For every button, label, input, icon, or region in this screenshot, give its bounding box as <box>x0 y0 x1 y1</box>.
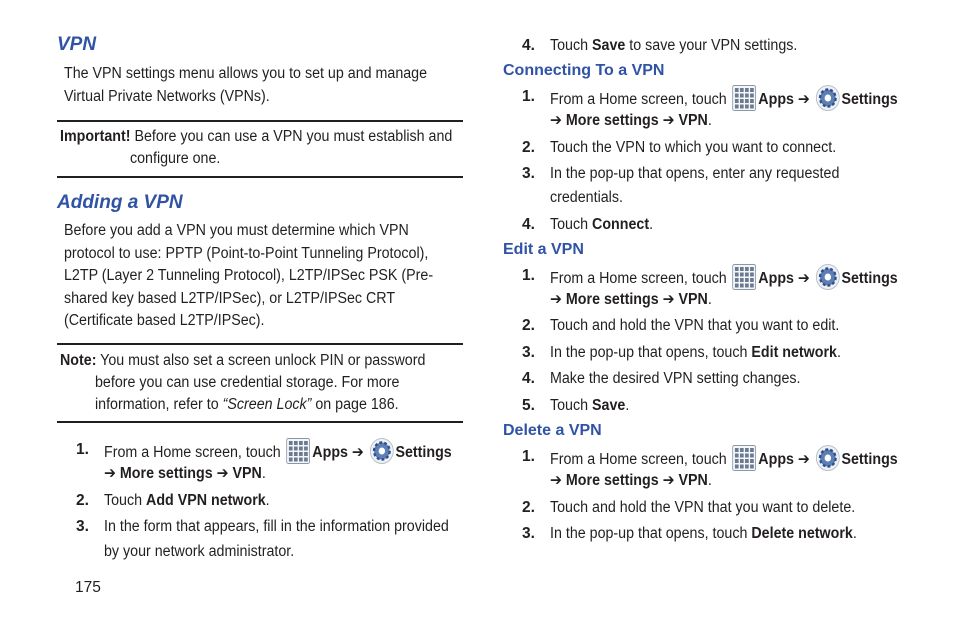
apps-label: Apps <box>758 451 794 468</box>
arrow-icon: ➔ <box>662 472 675 489</box>
step-number: 3. <box>522 525 535 542</box>
step-line: Touch Connect. <box>550 216 654 233</box>
save-label: Save <box>592 397 626 414</box>
step-text: Touch <box>550 37 589 54</box>
more-settings-label: More settings <box>565 112 659 129</box>
step-line: In the pop-up that opens, touch Edit network. <box>550 344 841 361</box>
step-text: From a Home screen, touch <box>550 91 727 108</box>
arrow-icon: ➔ <box>550 291 562 308</box>
step-text: Touch <box>550 397 589 414</box>
delete-vpn-heading: Delete a VPN <box>503 422 602 439</box>
step-line <box>550 85 898 112</box>
connecting-vpn-heading: Connecting To a VPN <box>503 62 665 79</box>
step-number: 2. <box>522 139 535 156</box>
adding-vpn-heading: Adding a VPN <box>57 192 183 213</box>
step-text: From a Home screen, touch <box>104 444 281 461</box>
step-text: Touch the VPN to which you want to connect. <box>550 139 837 156</box>
step-line: In the pop-up that opens, touch Delete network. <box>550 525 857 542</box>
adding-vpn-paragraph <box>64 220 469 333</box>
arrow-icon: ➔ <box>797 91 810 108</box>
step-number: 1. <box>522 267 535 284</box>
arrow-icon: ➔ <box>351 444 364 461</box>
vpn-heading: VPN <box>57 34 97 55</box>
step-text: to save your VPN settings. <box>629 37 798 54</box>
screen-lock-reference[interactable]: “Screen Lock” <box>222 396 312 413</box>
vpn-label: VPN <box>678 291 708 308</box>
arrow-icon: ➔ <box>797 270 810 287</box>
step-text: Make the desired VPN setting changes. <box>550 370 801 387</box>
settings-label: Settings <box>841 91 898 108</box>
step-text: In the pop-up that opens, touch <box>550 525 748 542</box>
step-line: ➔ More settings ➔ VPN. <box>104 465 266 482</box>
para-line: L2TP (Layer 2 Tunneling Protocol), L2TP/IPSec PSK (Pre- <box>64 267 434 284</box>
intro-line: The VPN settings menu allows you to set up and manage <box>64 65 428 82</box>
step-text: credentials. <box>550 189 623 206</box>
note-text: information, refer to <box>95 396 219 413</box>
para-line: (Certificate based L2TP/IPSec). <box>64 312 265 329</box>
settings-gear-icon <box>816 264 840 290</box>
step-text: In the pop-up that opens, touch <box>550 344 748 361</box>
step-text: by your network administrator. <box>104 543 295 560</box>
arrow-icon: ➔ <box>662 112 675 129</box>
step-number: 2. <box>522 317 535 334</box>
step-number: 4. <box>522 370 535 387</box>
note-text: on page 186. <box>315 396 399 413</box>
note-text: You must also set a screen unlock PIN or password <box>100 352 426 369</box>
step-line: ➔ More settings ➔ VPN. <box>550 291 712 308</box>
intro-line: Virtual Private Networks (VPNs). <box>64 87 270 105</box>
connect-label: Connect <box>592 216 650 233</box>
step-number: 2. <box>76 492 89 509</box>
important-label: Important! <box>60 128 131 145</box>
step-number: 3. <box>522 165 535 182</box>
step-line: Touch Add VPN network. <box>104 492 270 509</box>
apps-label: Apps <box>312 444 348 461</box>
save-label: Save <box>592 37 626 54</box>
step-line: Touch Save. <box>550 397 630 414</box>
vpn-label: VPN <box>678 472 708 489</box>
settings-label: Settings <box>841 451 898 468</box>
step-line <box>104 438 452 465</box>
apps-grid-icon <box>733 85 757 111</box>
step-number: 4. <box>522 37 535 54</box>
step-number: 1. <box>522 448 535 465</box>
delete-network-label: Delete network <box>751 525 853 542</box>
step-text: Touch and hold the VPN that you want to edit. <box>550 317 840 334</box>
vpn-label: VPN <box>678 112 708 129</box>
note-line <box>95 394 399 416</box>
more-settings-label: More settings <box>119 465 213 482</box>
step-text: In the form that appears, fill in the information provided <box>104 518 449 535</box>
add-vpn-network-label: Add VPN network <box>146 492 266 509</box>
vpn-intro <box>64 63 450 108</box>
note-text: before you can use credential storage. For more <box>95 374 400 391</box>
important-callout <box>57 120 463 178</box>
settings-gear-icon <box>370 438 394 464</box>
step-line <box>550 445 898 472</box>
note-line <box>60 350 425 372</box>
vpn-label: VPN <box>232 465 262 482</box>
step-number: 1. <box>76 441 89 458</box>
step-line: ➔ More settings ➔ VPN. <box>550 112 712 129</box>
step-number: 4. <box>522 216 535 233</box>
step-line <box>550 264 898 291</box>
note-label: Note: <box>60 352 97 369</box>
step-text: In the pop-up that opens, enter any requested <box>550 165 840 182</box>
settings-gear-icon <box>816 445 840 471</box>
page-number: 175 <box>75 579 101 596</box>
important-text: configure one. <box>130 150 221 167</box>
edit-network-label: Edit network <box>751 344 837 361</box>
settings-label: Settings <box>841 270 898 287</box>
arrow-icon: ➔ <box>797 451 810 468</box>
more-settings-label: More settings <box>565 291 659 308</box>
step-text: From a Home screen, touch <box>550 451 727 468</box>
step-number: 1. <box>522 88 535 105</box>
step-number: 5. <box>522 397 535 414</box>
edit-vpn-heading: Edit a VPN <box>503 241 584 258</box>
step-number: 2. <box>522 499 535 516</box>
apps-label: Apps <box>758 270 794 287</box>
note-callout <box>57 343 463 423</box>
apps-grid-icon <box>733 445 757 471</box>
apps-grid-icon <box>733 264 757 290</box>
para-line: Before you add a VPN you must determine which VPN <box>64 222 409 239</box>
step-number: 3. <box>522 344 535 361</box>
para-line: shared key based L2TP/IPSec), or L2TP/IPSec CRT <box>64 289 396 307</box>
important-line <box>60 126 452 148</box>
arrow-icon: ➔ <box>550 472 562 489</box>
para-line: protocol to use: PPTP (Point-to-Point Tunneling Protocol), <box>64 244 429 262</box>
arrow-icon: ➔ <box>104 465 116 482</box>
important-text: Before you can use a VPN you must establish and <box>134 128 453 145</box>
apps-label: Apps <box>758 91 794 108</box>
step-line <box>550 34 797 58</box>
settings-label: Settings <box>395 444 452 461</box>
step-text: Touch and hold the VPN that you want to delete. <box>550 499 856 516</box>
step-number: 3. <box>76 518 89 535</box>
step-text: From a Home screen, touch <box>550 270 727 287</box>
apps-grid-icon <box>287 438 311 464</box>
step-text: Touch <box>550 216 589 233</box>
arrow-icon: ➔ <box>662 291 675 308</box>
settings-gear-icon <box>816 85 840 111</box>
arrow-icon: ➔ <box>216 465 229 482</box>
arrow-icon: ➔ <box>550 112 562 129</box>
step-text: Touch <box>104 492 143 509</box>
more-settings-label: More settings <box>565 472 659 489</box>
step-line: ➔ More settings ➔ VPN. <box>550 472 712 489</box>
